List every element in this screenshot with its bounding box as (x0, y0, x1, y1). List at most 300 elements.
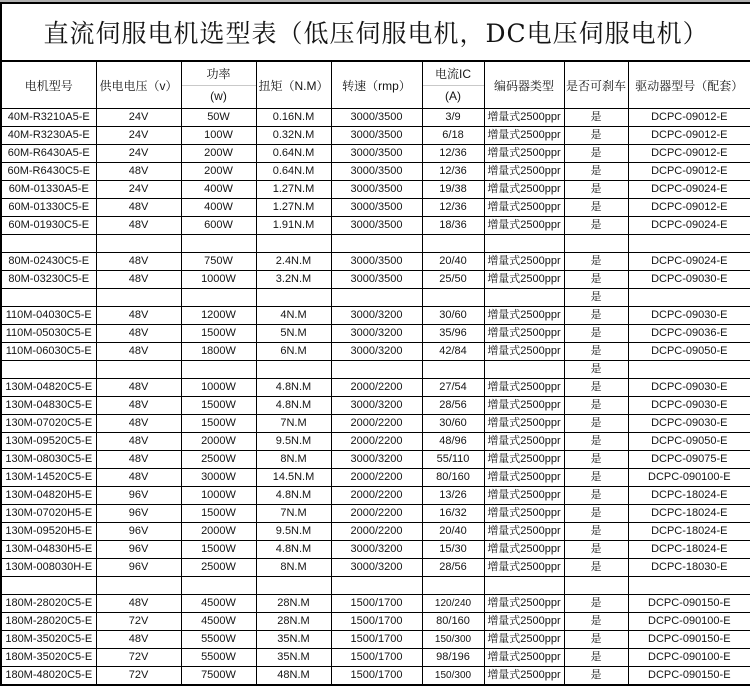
cell-driver-model (628, 235, 750, 253)
table-row (1, 307, 750, 325)
cell-power: 400W (181, 181, 256, 199)
cell-brake: 是 (564, 523, 628, 541)
cell-power: 400W (181, 199, 256, 217)
motor-selection-table (0, 2, 750, 686)
cell-motor-model: 60M-01330A5-E (1, 181, 96, 199)
cell-brake: 是 (564, 559, 628, 577)
separator-row (1, 361, 750, 379)
cell-motor-model: 180M-48020C5-E (1, 667, 96, 686)
cell-motor-model: 130M-09520H5-E (1, 523, 96, 541)
cell-driver-model: DCPC-09030-E (628, 397, 750, 415)
table-row (1, 325, 750, 343)
cell-torque: 1.91N.M (256, 217, 331, 235)
cell-current (422, 577, 484, 595)
cell-supply-voltage: 24V (96, 181, 181, 199)
cell-power (181, 361, 256, 379)
cell-torque (256, 577, 331, 595)
cell-current: 35/96 (422, 325, 484, 343)
table-row (1, 667, 750, 686)
cell-supply-voltage: 48V (96, 433, 181, 451)
cell-supply-voltage: 48V (96, 199, 181, 217)
separator-row (1, 235, 750, 253)
cell-power: 5500W (181, 631, 256, 649)
table-row (1, 253, 750, 271)
cell-brake: 是 (564, 613, 628, 631)
cell-encoder-type: 增量式2500ppr (484, 559, 564, 577)
header-power (181, 61, 256, 109)
cell-speed: 3000/3200 (331, 397, 422, 415)
cell-driver-model: DCPC-09012-E (628, 145, 750, 163)
cell-current: 150/300 (422, 667, 484, 686)
cell-speed: 1500/1700 (331, 631, 422, 649)
table-row (1, 163, 750, 181)
cell-torque: 35N.M (256, 631, 331, 649)
cell-supply-voltage: 48V (96, 469, 181, 487)
cell-speed: 1500/1700 (331, 649, 422, 667)
cell-current (422, 235, 484, 253)
cell-motor-model (1, 289, 96, 307)
cell-driver-model: DCPC-09024-E (628, 217, 750, 235)
cell-power: 1800W (181, 343, 256, 361)
cell-brake: 是 (564, 163, 628, 181)
cell-motor-model: 110M-06030C5-E (1, 343, 96, 361)
cell-torque: 3.2N.M (256, 271, 331, 289)
cell-driver-model: DCPC-09024-E (628, 253, 750, 271)
cell-supply-voltage: 72V (96, 613, 181, 631)
cell-speed: 2000/2200 (331, 415, 422, 433)
table-row (1, 397, 750, 415)
header-row (1, 61, 750, 109)
cell-driver-model: DCPC-09012-E (628, 163, 750, 181)
cell-current: 3/9 (422, 109, 484, 127)
cell-brake (564, 577, 628, 595)
cell-current: 19/38 (422, 181, 484, 199)
cell-brake: 是 (564, 631, 628, 649)
cell-current: 98/196 (422, 649, 484, 667)
cell-speed: 3000/3500 (331, 271, 422, 289)
cell-current: 16/32 (422, 505, 484, 523)
cell-motor-model (1, 577, 96, 595)
cell-power: 750W (181, 253, 256, 271)
cell-speed: 3000/3200 (331, 307, 422, 325)
cell-speed: 3000/3200 (331, 451, 422, 469)
separator-row (1, 289, 750, 307)
cell-brake: 是 (564, 289, 628, 307)
cell-speed: 2000/2200 (331, 505, 422, 523)
cell-encoder-type: 增量式2500ppr (484, 127, 564, 145)
cell-driver-model: DCPC-18030-E (628, 559, 750, 577)
cell-speed: 2000/2200 (331, 523, 422, 541)
cell-encoder-type: 增量式2500ppr (484, 307, 564, 325)
cell-motor-model: 180M-35020C5-E (1, 631, 96, 649)
cell-brake: 是 (564, 181, 628, 199)
header-current-divider (423, 85, 484, 86)
cell-power: 7500W (181, 667, 256, 686)
cell-supply-voltage: 24V (96, 145, 181, 163)
cell-current: 18/36 (422, 217, 484, 235)
cell-encoder-type: 增量式2500ppr (484, 253, 564, 271)
cell-power: 5500W (181, 649, 256, 667)
cell-torque: 9.5N.M (256, 523, 331, 541)
cell-speed (331, 289, 422, 307)
cell-power: 200W (181, 145, 256, 163)
cell-motor-model: 130M-14520C5-E (1, 469, 96, 487)
cell-supply-voltage (96, 361, 181, 379)
cell-supply-voltage: 48V (96, 343, 181, 361)
header-torque: 扭矩（N.M） (256, 61, 331, 109)
cell-power: 1000W (181, 271, 256, 289)
cell-supply-voltage: 48V (96, 631, 181, 649)
cell-supply-voltage: 48V (96, 217, 181, 235)
cell-speed: 1500/1700 (331, 613, 422, 631)
cell-torque: 35N.M (256, 649, 331, 667)
cell-torque: 7N.M (256, 505, 331, 523)
cell-encoder-type: 增量式2500ppr (484, 595, 564, 613)
cell-supply-voltage: 48V (96, 325, 181, 343)
cell-torque: 1.27N.M (256, 181, 331, 199)
cell-current: 12/36 (422, 145, 484, 163)
cell-driver-model (628, 361, 750, 379)
cell-encoder-type: 增量式2500ppr (484, 469, 564, 487)
cell-brake: 是 (564, 199, 628, 217)
cell-current: 27/54 (422, 379, 484, 397)
cell-encoder-type: 增量式2500ppr (484, 199, 564, 217)
cell-motor-model: 130M-04820H5-E (1, 487, 96, 505)
table-row (1, 505, 750, 523)
cell-brake: 是 (564, 451, 628, 469)
header-brake: 是否可刹车 (564, 61, 628, 109)
cell-speed: 1500/1700 (331, 667, 422, 686)
cell-supply-voltage: 24V (96, 127, 181, 145)
cell-torque: 0.32N.M (256, 127, 331, 145)
cell-driver-model: DCPC-09030-E (628, 379, 750, 397)
cell-supply-voltage (96, 235, 181, 253)
cell-torque: 5N.M (256, 325, 331, 343)
cell-driver-model: DCPC-09050-E (628, 343, 750, 361)
cell-encoder-type: 增量式2500ppr (484, 109, 564, 127)
cell-power: 200W (181, 163, 256, 181)
cell-motor-model: 130M-07020H5-E (1, 505, 96, 523)
separator-row (1, 577, 750, 595)
cell-motor-model (1, 235, 96, 253)
cell-torque: 6N.M (256, 343, 331, 361)
cell-speed: 3000/3500 (331, 163, 422, 181)
cell-speed: 3000/3200 (331, 343, 422, 361)
cell-torque: 48N.M (256, 667, 331, 686)
cell-brake (564, 235, 628, 253)
cell-power: 1200W (181, 307, 256, 325)
cell-driver-model: DCPC-18024-E (628, 505, 750, 523)
cell-power: 2000W (181, 433, 256, 451)
cell-torque: 4.8N.M (256, 379, 331, 397)
table-row (1, 649, 750, 667)
table-row (1, 631, 750, 649)
table-row (1, 181, 750, 199)
cell-brake: 是 (564, 145, 628, 163)
header-speed: 转速（rmp） (331, 61, 422, 109)
cell-driver-model: DCPC-090100-E (628, 613, 750, 631)
cell-motor-model: 40M-R3210A5-E (1, 109, 96, 127)
cell-power: 2000W (181, 523, 256, 541)
cell-encoder-type: 增量式2500ppr (484, 433, 564, 451)
cell-torque: 8N.M (256, 559, 331, 577)
cell-driver-model: DCPC-090100-E (628, 649, 750, 667)
cell-brake: 是 (564, 379, 628, 397)
cell-motor-model: 80M-03230C5-E (1, 271, 96, 289)
cell-encoder-type: 增量式2500ppr (484, 217, 564, 235)
cell-brake: 是 (564, 271, 628, 289)
cell-brake: 是 (564, 649, 628, 667)
cell-brake: 是 (564, 397, 628, 415)
cell-driver-model: DCPC-18024-E (628, 487, 750, 505)
cell-encoder-type: 增量式2500ppr (484, 667, 564, 686)
cell-speed: 2000/2200 (331, 469, 422, 487)
cell-speed (331, 235, 422, 253)
cell-supply-voltage: 96V (96, 505, 181, 523)
table-row (1, 595, 750, 613)
cell-torque: 4.8N.M (256, 541, 331, 559)
cell-brake: 是 (564, 487, 628, 505)
cell-motor-model: 130M-08030C5-E (1, 451, 96, 469)
cell-brake: 是 (564, 433, 628, 451)
cell-power (181, 289, 256, 307)
cell-supply-voltage: 48V (96, 397, 181, 415)
cell-motor-model: 60M-R6430A5-E (1, 145, 96, 163)
table-row (1, 523, 750, 541)
table-row (1, 127, 750, 145)
cell-speed (331, 361, 422, 379)
cell-driver-model (628, 577, 750, 595)
table-row (1, 379, 750, 397)
cell-motor-model: 130M-04830C5-E (1, 397, 96, 415)
cell-torque (256, 289, 331, 307)
cell-motor-model: 130M-04820C5-E (1, 379, 96, 397)
cell-encoder-type (484, 235, 564, 253)
cell-torque: 4.8N.M (256, 487, 331, 505)
cell-supply-voltage: 48V (96, 163, 181, 181)
cell-power: 3000W (181, 469, 256, 487)
cell-supply-voltage: 48V (96, 379, 181, 397)
cell-encoder-type: 增量式2500ppr (484, 397, 564, 415)
cell-encoder-type: 增量式2500ppr (484, 325, 564, 343)
cell-torque: 4N.M (256, 307, 331, 325)
cell-brake: 是 (564, 361, 628, 379)
cell-current: 6/18 (422, 127, 484, 145)
cell-current: 20/40 (422, 523, 484, 541)
cell-speed: 2000/2200 (331, 487, 422, 505)
cell-torque: 4.8N.M (256, 397, 331, 415)
cell-motor-model: 130M-09520C5-E (1, 433, 96, 451)
cell-encoder-type: 增量式2500ppr (484, 271, 564, 289)
cell-current: 30/60 (422, 307, 484, 325)
table-row (1, 433, 750, 451)
cell-supply-voltage: 96V (96, 559, 181, 577)
cell-supply-voltage: 48V (96, 253, 181, 271)
header-motor-model: 电机型号 (1, 61, 96, 109)
cell-current: 15/30 (422, 541, 484, 559)
cell-torque: 8N.M (256, 451, 331, 469)
cell-driver-model: DCPC-09030-E (628, 415, 750, 433)
cell-driver-model: DCPC-090150-E (628, 595, 750, 613)
table-row (1, 217, 750, 235)
table-row (1, 271, 750, 289)
cell-encoder-type: 增量式2500ppr (484, 541, 564, 559)
cell-current: 48/96 (422, 433, 484, 451)
cell-power: 1000W (181, 379, 256, 397)
cell-encoder-type: 增量式2500ppr (484, 415, 564, 433)
cell-encoder-type: 增量式2500ppr (484, 145, 564, 163)
cell-speed: 2000/2200 (331, 433, 422, 451)
page-title: 直流伺服电机选型表（低压伺服电机，DC电压伺服电机） (1, 3, 750, 61)
cell-supply-voltage: 48V (96, 415, 181, 433)
cell-motor-model: 60M-R6430C5-E (1, 163, 96, 181)
cell-driver-model: DCPC-09030-E (628, 307, 750, 325)
cell-brake: 是 (564, 595, 628, 613)
cell-supply-voltage: 24V (96, 109, 181, 127)
cell-current: 28/56 (422, 559, 484, 577)
cell-speed: 3000/3500 (331, 109, 422, 127)
cell-driver-model: DCPC-18024-E (628, 541, 750, 559)
cell-brake: 是 (564, 253, 628, 271)
cell-supply-voltage: 48V (96, 451, 181, 469)
cell-power: 1500W (181, 415, 256, 433)
cell-power: 50W (181, 109, 256, 127)
cell-torque: 1.27N.M (256, 199, 331, 217)
cell-power: 4500W (181, 595, 256, 613)
cell-torque (256, 235, 331, 253)
cell-current: 80/160 (422, 613, 484, 631)
cell-driver-model: DCPC-090100-E (628, 469, 750, 487)
cell-torque: 0.64N.M (256, 163, 331, 181)
cell-supply-voltage (96, 577, 181, 595)
table-row (1, 559, 750, 577)
cell-motor-model: 130M-008030H-E (1, 559, 96, 577)
header-driver-model: 驱动器型号（配套） (628, 61, 750, 109)
cell-power: 1500W (181, 505, 256, 523)
cell-motor-model: 80M-02430C5-E (1, 253, 96, 271)
cell-speed: 3000/3200 (331, 325, 422, 343)
cell-motor-model: 60M-01330C5-E (1, 199, 96, 217)
cell-power: 1500W (181, 397, 256, 415)
cell-motor-model: 180M-35020C5-E (1, 649, 96, 667)
cell-motor-model: 180M-28020C5-E (1, 613, 96, 631)
table-row (1, 145, 750, 163)
table-row (1, 415, 750, 433)
cell-current: 12/36 (422, 163, 484, 181)
cell-motor-model: 130M-04830H5-E (1, 541, 96, 559)
table-row (1, 199, 750, 217)
cell-current (422, 361, 484, 379)
cell-brake: 是 (564, 307, 628, 325)
header-power-divider (182, 85, 256, 86)
cell-encoder-type: 增量式2500ppr (484, 649, 564, 667)
cell-torque: 28N.M (256, 613, 331, 631)
cell-encoder-type: 增量式2500ppr (484, 379, 564, 397)
cell-power: 1500W (181, 541, 256, 559)
cell-power: 100W (181, 127, 256, 145)
cell-brake: 是 (564, 343, 628, 361)
cell-torque: 7N.M (256, 415, 331, 433)
header-power-unit: (w) (210, 88, 227, 103)
cell-encoder-type: 增量式2500ppr (484, 343, 564, 361)
cell-speed: 3000/3500 (331, 145, 422, 163)
cell-current: 12/36 (422, 199, 484, 217)
header-current-unit: (A) (445, 88, 461, 103)
cell-speed (331, 577, 422, 595)
cell-power: 2500W (181, 559, 256, 577)
cell-encoder-type (484, 577, 564, 595)
cell-supply-voltage: 72V (96, 649, 181, 667)
header-current-label: 电流IC (434, 66, 471, 81)
cell-brake: 是 (564, 127, 628, 145)
cell-encoder-type (484, 361, 564, 379)
cell-supply-voltage: 72V (96, 667, 181, 686)
cell-brake: 是 (564, 469, 628, 487)
cell-motor-model: 130M-07020C5-E (1, 415, 96, 433)
cell-supply-voltage: 48V (96, 307, 181, 325)
cell-power: 1000W (181, 487, 256, 505)
cell-speed: 3000/3500 (331, 217, 422, 235)
cell-current: 150/300 (422, 631, 484, 649)
table-row (1, 613, 750, 631)
title-row (1, 3, 750, 61)
cell-driver-model: DCPC-09030-E (628, 271, 750, 289)
cell-power (181, 235, 256, 253)
cell-speed: 3000/3500 (331, 127, 422, 145)
cell-current: 30/60 (422, 415, 484, 433)
cell-driver-model: DCPC-09050-E (628, 433, 750, 451)
header-current (422, 61, 484, 109)
cell-speed: 3000/3500 (331, 181, 422, 199)
cell-torque: 0.16N.M (256, 109, 331, 127)
cell-torque: 9.5N.M (256, 433, 331, 451)
cell-torque: 0.64N.M (256, 145, 331, 163)
cell-supply-voltage: 48V (96, 271, 181, 289)
cell-driver-model: DCPC-09024-E (628, 181, 750, 199)
cell-encoder-type (484, 289, 564, 307)
cell-driver-model: DCPC-18024-E (628, 523, 750, 541)
cell-current: 13/26 (422, 487, 484, 505)
cell-speed: 2000/2200 (331, 379, 422, 397)
cell-current: 80/160 (422, 469, 484, 487)
cell-torque: 14.5N.M (256, 469, 331, 487)
cell-speed: 3000/3500 (331, 199, 422, 217)
cell-brake: 是 (564, 109, 628, 127)
table-row (1, 451, 750, 469)
cell-current (422, 289, 484, 307)
cell-driver-model: DCPC-09012-E (628, 109, 750, 127)
table-row (1, 109, 750, 127)
cell-supply-voltage: 96V (96, 487, 181, 505)
cell-motor-model: 110M-04030C5-E (1, 307, 96, 325)
cell-power: 4500W (181, 613, 256, 631)
cell-motor-model: 110M-05030C5-E (1, 325, 96, 343)
cell-current: 25/50 (422, 271, 484, 289)
cell-power: 2500W (181, 451, 256, 469)
cell-torque: 28N.M (256, 595, 331, 613)
cell-brake: 是 (564, 415, 628, 433)
cell-speed: 3000/3500 (331, 253, 422, 271)
table-row (1, 487, 750, 505)
table-row (1, 469, 750, 487)
cell-encoder-type: 增量式2500ppr (484, 181, 564, 199)
cell-motor-model: 180M-28020C5-E (1, 595, 96, 613)
cell-driver-model (628, 289, 750, 307)
cell-encoder-type: 增量式2500ppr (484, 613, 564, 631)
header-encoder-type: 编码器类型 (484, 61, 564, 109)
header-power-label: 功率 (206, 66, 231, 81)
table-row (1, 541, 750, 559)
